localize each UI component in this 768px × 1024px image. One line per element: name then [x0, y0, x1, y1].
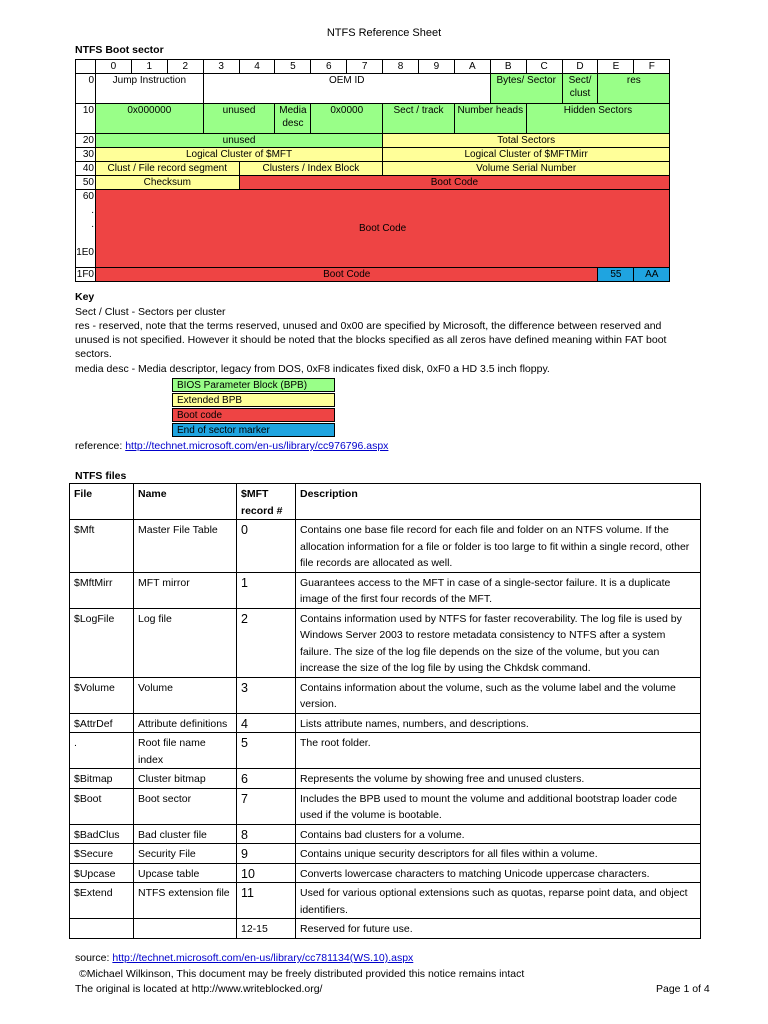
row-50	[76, 176, 670, 190]
header-description: Description	[296, 484, 701, 520]
boot-sector-table	[75, 59, 670, 282]
logical-cluster-mft: Logical Cluster of $MFT	[96, 148, 383, 162]
logical-cluster-mftmirr: Logical Cluster of $MFTMirr	[383, 148, 670, 162]
description-cell: Contains information used by NTFS for faster recoverability. The log file is used by Windows Server 2003 to restore metadata consistency to NTFS after a system failure. The size of the log file depends on the size of the volume, but you can increase the size of the log file by using the Chkdsk command.	[296, 608, 701, 677]
row-1f0	[76, 268, 670, 282]
legend-end-marker: End of sector marker	[172, 423, 335, 437]
record-number-cell: 8	[237, 824, 296, 844]
key-line: unused is not specified. However it should be noted that the blocks specified as all zeros have defined meaning within FAT boot	[75, 334, 667, 346]
row-label: 60	[82, 191, 94, 202]
row-ellipsis: .	[91, 205, 94, 216]
zero-bytes-6: 0x000000	[96, 104, 204, 134]
bytes-per-sector: Bytes/ Sector	[490, 74, 562, 104]
sect-per-clust: Sect/ clust	[562, 74, 598, 104]
col-header: D	[562, 60, 598, 74]
name-cell: Bad cluster file	[134, 824, 237, 844]
jump-instruction: Jump Instruction	[96, 74, 204, 104]
legend-bpb: BIOS Parameter Block (BPB)	[172, 378, 335, 392]
file-cell	[70, 919, 134, 939]
unused-cell: unused	[96, 134, 383, 148]
boot-sector-heading: NTFS Boot sector	[75, 44, 164, 56]
record-number-cell: 9	[237, 844, 296, 864]
col-header: F	[634, 60, 670, 74]
row-0	[76, 74, 670, 104]
file-cell: .	[70, 733, 134, 769]
col-header: 9	[419, 60, 455, 74]
table-row	[70, 824, 701, 844]
row-ellipsis: .	[91, 219, 94, 230]
row-60	[76, 190, 670, 268]
media-desc: Media desc	[275, 104, 311, 134]
col-header: 3	[203, 60, 239, 74]
sect-per-track: Sect / track	[383, 104, 455, 134]
description-cell: Contains unique security descriptors for all files within a volume.	[296, 844, 701, 864]
row-label: 0	[76, 74, 96, 104]
record-number-cell: 7	[237, 788, 296, 824]
row-label-stack	[76, 190, 96, 268]
row-label: 1E0	[76, 247, 94, 258]
col-header: 7	[347, 60, 383, 74]
reference-label: reference:	[75, 440, 126, 452]
name-cell: Boot sector	[134, 788, 237, 824]
col-header: 5	[275, 60, 311, 74]
header-mft-line: $MFT	[241, 488, 269, 500]
copyright-notice: ©Michael Wilkinson, This document may be freely distributed provided this notice remains intact	[79, 968, 525, 980]
table-row	[70, 677, 701, 713]
record-number-cell: 1	[237, 572, 296, 608]
table-row	[70, 844, 701, 864]
header-mft-record	[237, 484, 296, 520]
description-cell: Used for various optional extensions such as quotas, reparse point data, and object identifiers.	[296, 883, 701, 919]
table-row	[70, 733, 701, 769]
description-cell: Includes the BPB used to mount the volume and additional bootstrap loader code used if the volume is bootable.	[296, 788, 701, 824]
record-number-cell: 0	[237, 520, 296, 573]
row-label: 40	[76, 162, 96, 176]
end-marker-aa: AA	[634, 268, 670, 282]
description-cell: Converts lowercase characters to matching Unicode uppercase characters.	[296, 863, 701, 883]
row-label: 30	[76, 148, 96, 162]
name-cell: Volume	[134, 677, 237, 713]
description-cell: Contains one base file record for each file and folder on an NTFS volume. If the allocation information for a file or folder is too large to fit within a single record, other file records are allocated as well.	[296, 520, 701, 573]
table-row	[70, 572, 701, 608]
legend-boot-code: Boot code	[172, 408, 335, 422]
column-header-row	[76, 60, 670, 74]
name-cell: Root file name index	[134, 733, 237, 769]
header-name: Name	[134, 484, 237, 520]
row-40	[76, 162, 670, 176]
description-cell: Lists attribute names, numbers, and descriptions.	[296, 713, 701, 733]
record-number-cell: 4	[237, 713, 296, 733]
header-row	[70, 484, 701, 520]
record-number-cell: 12-15	[237, 919, 296, 939]
record-number-cell: 2	[237, 608, 296, 677]
file-cell: $Mft	[70, 520, 134, 573]
original-location: The original is located at http://www.writeblocked.org/	[75, 983, 323, 995]
row-20	[76, 134, 670, 148]
row-label: 10	[76, 104, 96, 134]
name-cell: MFT mirror	[134, 572, 237, 608]
boot-code: Boot Code	[96, 190, 670, 268]
key-heading: Key	[75, 291, 95, 303]
table-row	[70, 863, 701, 883]
record-number-cell: 10	[237, 863, 296, 883]
reserved-cell: res	[598, 74, 670, 104]
clust-file-record: Clust / File record segment	[96, 162, 240, 176]
file-cell: $MftMirr	[70, 572, 134, 608]
key-line: res - reserved, note that the terms reserved, unused and 0x00 are specified by Microsoft, the difference between reserved and	[75, 320, 662, 332]
key-line: Sect / Clust - Sectors per cluster	[75, 306, 226, 318]
file-cell: $Upcase	[70, 863, 134, 883]
ntfs-files-table	[69, 483, 701, 939]
files-heading: NTFS files	[75, 470, 127, 482]
source-link[interactable]: http://technet.microsoft.com/en-us/library/cc781134(WS.10).aspx	[112, 952, 414, 964]
record-number-cell: 3	[237, 677, 296, 713]
volume-serial: Volume Serial Number	[383, 162, 670, 176]
hidden-sectors: Hidden Sectors	[526, 104, 670, 134]
record-number-cell: 6	[237, 769, 296, 789]
oem-id: OEM ID	[203, 74, 490, 104]
name-cell: Upcase table	[134, 863, 237, 883]
boot-code: Boot Code	[239, 176, 670, 190]
description-cell: Reserved for future use.	[296, 919, 701, 939]
boot-code: Boot Code	[96, 268, 598, 282]
name-cell: Security File	[134, 844, 237, 864]
name-cell: Log file	[134, 608, 237, 677]
name-cell: Cluster bitmap	[134, 769, 237, 789]
table-row	[70, 883, 701, 919]
col-header: B	[490, 60, 526, 74]
table-row	[70, 713, 701, 733]
col-header: 0	[96, 60, 132, 74]
reference-link[interactable]: http://technet.microsoft.com/en-us/library/cc976796.aspx	[125, 440, 389, 452]
reference-line	[75, 440, 388, 452]
name-cell: Attribute definitions	[134, 713, 237, 733]
description-cell: Guarantees access to the MFT in case of a single-sector failure. It is a duplicate image of the first four records of the MFT.	[296, 572, 701, 608]
file-cell: $LogFile	[70, 608, 134, 677]
document-title: NTFS Reference Sheet	[326, 27, 442, 39]
table-row	[70, 919, 701, 939]
record-number-cell: 5	[237, 733, 296, 769]
col-header: 2	[167, 60, 203, 74]
end-marker-55: 55	[598, 268, 634, 282]
col-header: E	[598, 60, 634, 74]
source-label: source:	[75, 952, 113, 964]
row-label: 50	[76, 176, 96, 190]
table-row	[70, 520, 701, 573]
page-number: Page 1 of 4	[656, 983, 710, 995]
clusters-index-block: Clusters / Index Block	[239, 162, 383, 176]
name-cell: NTFS extension file	[134, 883, 237, 919]
file-cell: $AttrDef	[70, 713, 134, 733]
file-cell: $Extend	[70, 883, 134, 919]
corner-cell	[76, 60, 96, 74]
description-cell: Contains information about the volume, such as the volume label and the volume version.	[296, 677, 701, 713]
name-cell	[134, 919, 237, 939]
total-sectors: Total Sectors	[383, 134, 670, 148]
file-cell: $Boot	[70, 788, 134, 824]
key-line: sectors.	[75, 348, 112, 360]
legend-extended-bpb: Extended BPB	[172, 393, 335, 407]
source-line	[75, 952, 413, 964]
table-row	[70, 769, 701, 789]
unused-cell: unused	[203, 104, 275, 134]
zero-bytes-4: 0x0000	[311, 104, 383, 134]
row-10	[76, 104, 670, 134]
file-cell: $BadClus	[70, 824, 134, 844]
table-row	[70, 608, 701, 677]
description-cell: Represents the volume by showing free and unused clusters.	[296, 769, 701, 789]
col-header: 4	[239, 60, 275, 74]
col-header: A	[454, 60, 490, 74]
col-header: 8	[383, 60, 419, 74]
col-header: 1	[131, 60, 167, 74]
record-number-cell: 11	[237, 883, 296, 919]
table-row	[70, 788, 701, 824]
name-cell: Master File Table	[134, 520, 237, 573]
checksum: Checksum	[96, 176, 240, 190]
file-cell: $Volume	[70, 677, 134, 713]
key-line: media desc - Media descriptor, legacy from DOS, 0xF8 indicates fixed disk, 0xF0 a HD 3.5 inch floppy.	[75, 363, 550, 375]
file-cell: $Secure	[70, 844, 134, 864]
description-cell: The root folder.	[296, 733, 701, 769]
number-heads: Number heads	[454, 104, 526, 134]
col-header: 6	[311, 60, 347, 74]
row-label: 1F0	[76, 269, 94, 280]
description-cell: Contains bad clusters for a volume.	[296, 824, 701, 844]
row-label: 20	[76, 134, 96, 148]
header-mft-line: record #	[241, 504, 283, 517]
header-file: File	[70, 484, 134, 520]
file-cell: $Bitmap	[70, 769, 134, 789]
row-30	[76, 148, 670, 162]
col-header: C	[526, 60, 562, 74]
